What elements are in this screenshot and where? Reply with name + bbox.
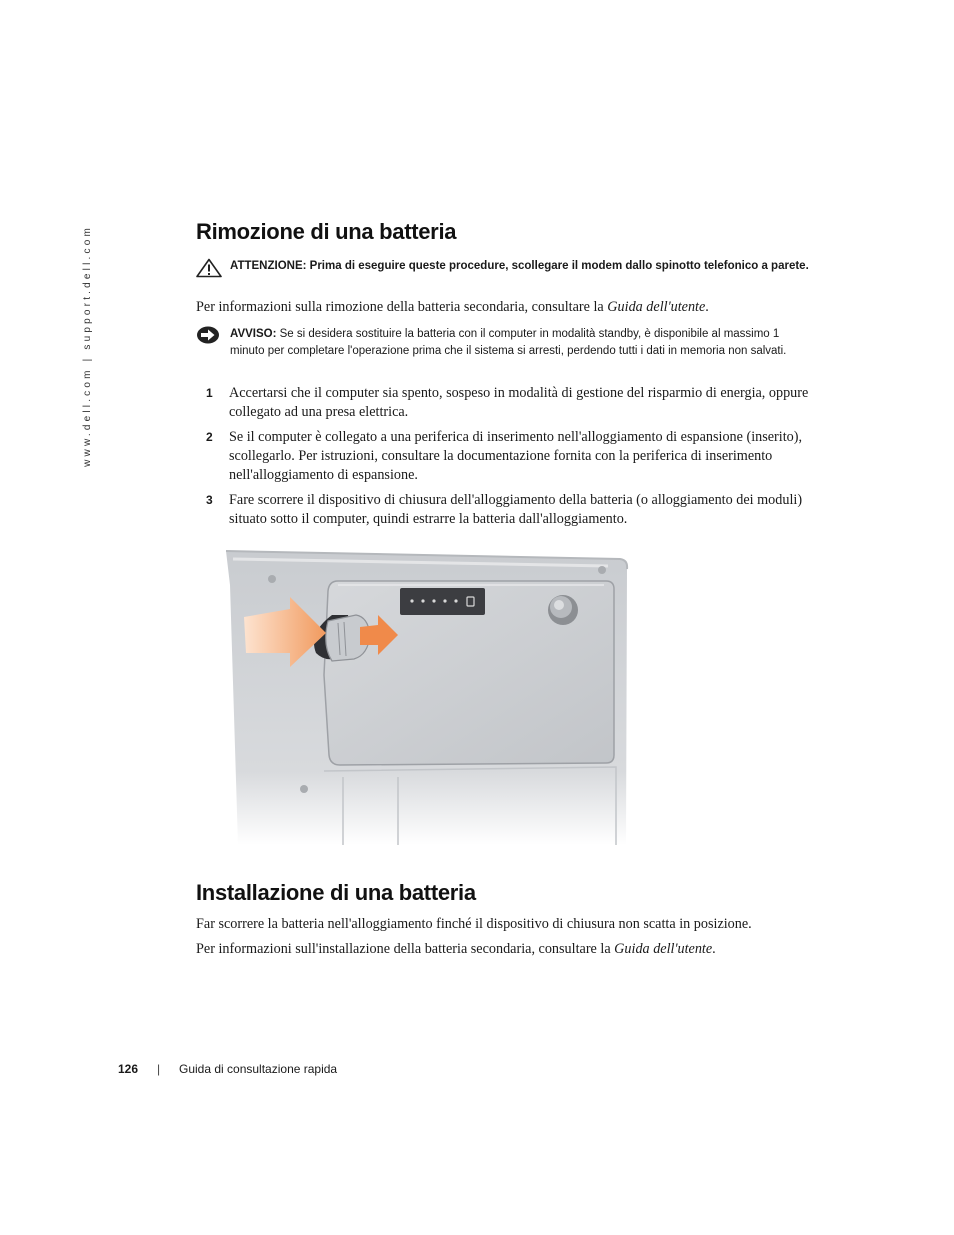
warning-text: Prima di eseguire queste procedure, scollegare il modem dallo spinotto telefonico a parete. (309, 260, 809, 272)
install-paragraph-2 (196, 940, 816, 959)
step-text: Se il computer è collegato a una periferica di inserimento nell'alloggiamento di espansione (inserito), scollegarlo. Per istruzioni, consultare la documentazione fornita con la periferica di inserimento nell'alloggiamento di espansione. (229, 429, 803, 483)
intro-period: . (705, 299, 709, 315)
warning-label: ATTENZIONE: (230, 260, 307, 272)
steps-list (196, 384, 816, 535)
section-title-installazione: Installazione di una batteria (196, 880, 476, 905)
battery-latch-illustration (208, 545, 638, 865)
step-number: 2 (206, 430, 213, 444)
warning-note (196, 258, 816, 275)
page-number: 126 (118, 1062, 139, 1076)
footer-separator: | (157, 1062, 161, 1076)
install-paragraph-1: Far scorrere la batteria nell'alloggiamento finché il dispositivo di chiusura non scatta in posizione. (196, 916, 752, 932)
sidebar-url: www.dell.com | support.dell.com (82, 225, 93, 467)
section-title-rimozione: Rimozione di una batteria (196, 219, 457, 244)
step-text: Accertarsi che il computer sia spento, sospeso in modalità di gestione del risparmio di energia, oppure collegato ad una presa elettrica. (229, 385, 809, 420)
notice-note (196, 326, 816, 360)
install-guide-ref: Guida dell'utente (614, 941, 713, 957)
intro-text: Per informazioni sulla rimozione della batteria secondaria, consultare la (196, 299, 608, 315)
step-item (196, 491, 816, 529)
install-text: Per informazioni sull'installazione della batteria secondaria, consultare la (196, 941, 615, 957)
notice-label: AVVISO: (230, 328, 277, 340)
step-number: 1 (206, 386, 213, 400)
step-item (196, 428, 816, 485)
step-text: Fare scorrere il dispositivo di chiusura dell'alloggiamento della batteria (o alloggiamento dei moduli) situato sotto il computer, quindi estrarre la batteria dall'alloggiamento. (229, 492, 803, 527)
install-period: . (712, 941, 716, 957)
notice-text: Se si desidera sostituire la batteria con il computer in modalità standby, è disponibile al massimo 1 minuto per completare l'operazione prima che il sistema si arresti, perdendo tutti i dati in memoria non salvati. (230, 328, 787, 357)
intro-paragraph (196, 298, 816, 317)
step-number: 3 (206, 493, 213, 507)
footer-title: Guida di consultazione rapida (179, 1062, 338, 1076)
warning-triangle-icon (196, 258, 222, 284)
intro-guide-ref: Guida dell'utente (607, 299, 706, 315)
notice-arrow-icon (196, 326, 222, 352)
step-item (196, 384, 816, 422)
